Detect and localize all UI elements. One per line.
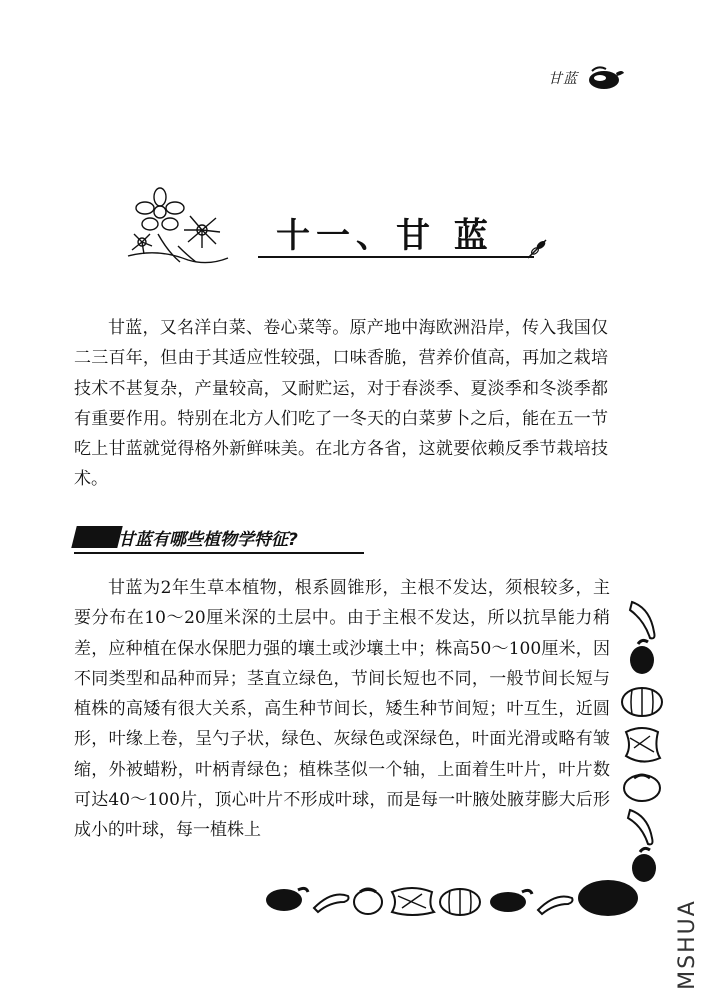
flower-icon: [118, 186, 238, 266]
eggplant-icon: [578, 880, 638, 916]
tomato-icon: [624, 775, 660, 801]
question-marker: [71, 526, 122, 548]
tomato-icon: [354, 889, 382, 914]
cucumber-icon: [314, 895, 349, 913]
cabbage-icon: [392, 888, 434, 915]
eggplant-icon: [630, 640, 654, 674]
running-head-text: 甘蓝: [548, 71, 578, 87]
cucumber-icon: [630, 602, 655, 638]
cabbage-icon: [626, 728, 660, 762]
pumpkin-icon: [440, 888, 480, 916]
running-head: [548, 60, 658, 96]
side-vegetable-border: [620, 598, 666, 888]
section-body: 甘蓝为2年生草本植物，根系圆锥形，主根不发达，须根较多，主要分布在10～20厘米深的土层中。由于主根不发达，所以抗旱能力稍差，应种植在保水保肥力强的壤土或沙壤土中；株高50～100厘米，因不同类型和品种而异；茎直立绿色，节间长短也不同，一般节间长短与植株的高矮有很大关系，高生种节间长，矮生种节间短；叶互生，近圆形，叶缘上卷，呈勺子状，绿色、灰绿色或深绿色，叶面光滑或略有皱缩，外被蜡粉，叶柄青绿色；植株茎似一个轴，上面着生叶片，叶片数可达40～100片，顶心叶片不形成叶球，而是每一叶腋处腋芽膨大后形成小的叶球，每一植株上: [74, 578, 610, 841]
chapter-title: 十一、甘 蓝: [276, 216, 494, 256]
leaf-icon: [526, 236, 550, 260]
cucumber-icon: [538, 897, 573, 915]
intro-paragraph: 甘蓝，又名洋白菜、卷心菜等。原产地中海欧洲沿岸，传入我国仅二三百年，但由于其适应性较强，口味香脆，营养价值高，再加之栽培技术不甚复杂，产量较高，又耐贮运，对于春淡季、夏淡季和冬淡季都有重要作用。特别在北方人们吃了一冬天的白菜萝卜之后，能在五一节吃上甘蓝就觉得格外新鲜味美。在北方各省，这就要依赖反季节栽培技术。: [74, 318, 608, 490]
watermark: [672, 892, 702, 996]
pumpkin-icon: [622, 688, 662, 716]
eggplant-icon: [490, 890, 532, 912]
section-heading: [74, 522, 364, 554]
watermark-text: MSHUA: [674, 898, 700, 990]
bottom-vegetable-border: [262, 874, 642, 920]
title-underline: [258, 256, 534, 258]
cucumber-icon: [628, 810, 653, 844]
chapter-title-block: [118, 186, 558, 266]
eggplant-icon: [266, 888, 308, 911]
eggplant-icon: [586, 63, 626, 93]
section-question: 甘蓝有哪些植物学特征?: [118, 530, 298, 550]
